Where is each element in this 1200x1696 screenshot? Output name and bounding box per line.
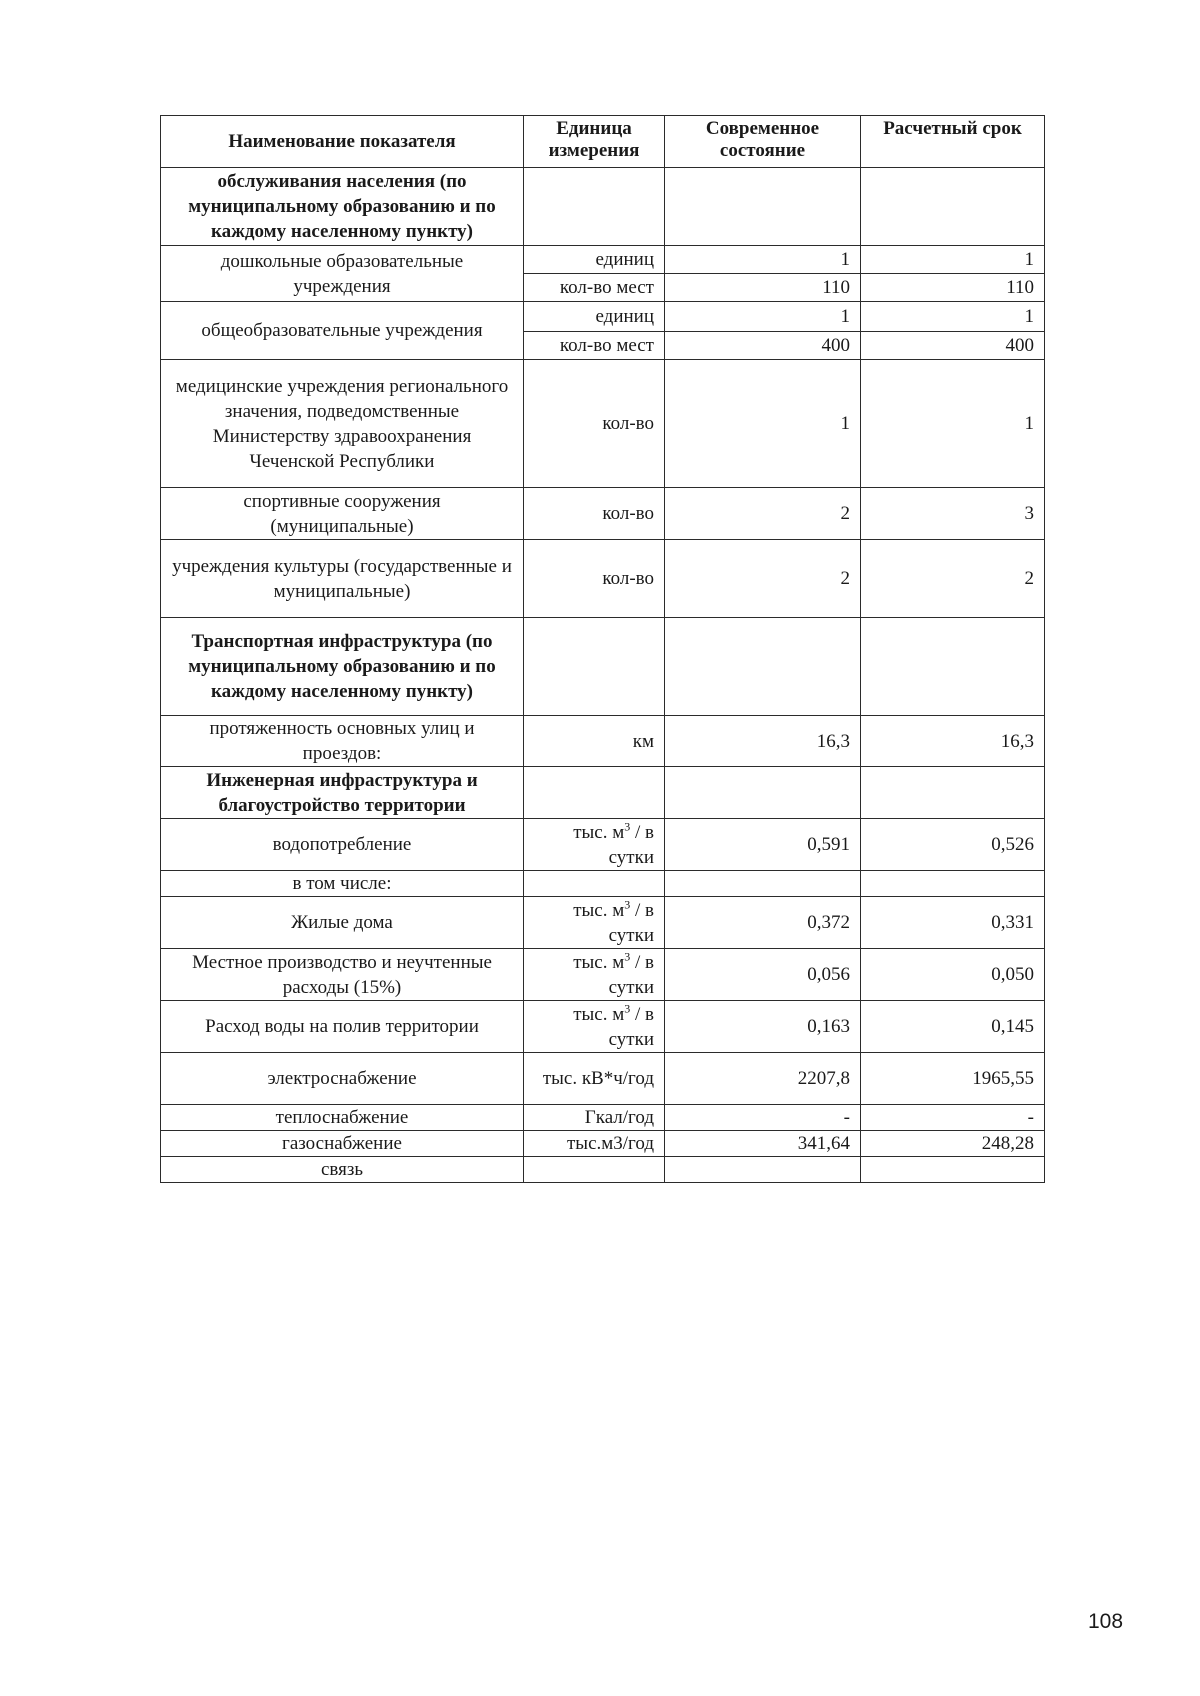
target-value: 1 bbox=[861, 246, 1045, 274]
table-row bbox=[161, 488, 1045, 540]
indicator-name: медицинские учреждения регионального значения, подведомственные Министерству здравоохранения Чеченской Республики bbox=[161, 360, 524, 488]
current-value: 0,056 bbox=[665, 949, 861, 1001]
current-value: 2 bbox=[665, 540, 861, 618]
unit-cell: Гкал/год bbox=[524, 1105, 665, 1131]
unit-cell bbox=[524, 1157, 665, 1183]
current-value: 16,3 bbox=[665, 716, 861, 767]
table-row bbox=[161, 360, 1045, 488]
table-row bbox=[161, 767, 1045, 819]
table-row bbox=[161, 618, 1045, 716]
current-value: 0,591 bbox=[665, 819, 861, 871]
target-value: 1 bbox=[861, 302, 1045, 332]
current-value: 2 bbox=[665, 488, 861, 540]
target-value: 16,3 bbox=[861, 716, 1045, 767]
unit-cell bbox=[524, 871, 665, 897]
current-value bbox=[665, 767, 861, 819]
table-row bbox=[161, 949, 1045, 1001]
current-value bbox=[665, 1157, 861, 1183]
target-value: 2 bbox=[861, 540, 1045, 618]
indicator-name: связь bbox=[161, 1157, 524, 1183]
unit-cell: кол-во bbox=[524, 360, 665, 488]
target-value: 0,145 bbox=[861, 1001, 1045, 1053]
indicator-name: электроснабжение bbox=[161, 1053, 524, 1105]
indicator-name: в том числе: bbox=[161, 871, 524, 897]
unit-cell: тыс.м3/год bbox=[524, 1131, 665, 1157]
target-value: 400 bbox=[861, 332, 1045, 360]
page-number: 108 bbox=[1088, 1610, 1124, 1633]
table-row bbox=[161, 1131, 1045, 1157]
current-value: 400 bbox=[665, 332, 861, 360]
current-value: 0,372 bbox=[665, 897, 861, 949]
table-row bbox=[161, 1001, 1045, 1053]
unit-cell bbox=[524, 618, 665, 716]
target-value bbox=[861, 871, 1045, 897]
unit-cell: тыс. $м^3$ / в сутки bbox=[524, 819, 665, 871]
target-value bbox=[861, 618, 1045, 716]
unit-cell: кол-во мест bbox=[524, 274, 665, 302]
header-name: Наименование показателя bbox=[161, 116, 524, 168]
target-value bbox=[861, 767, 1045, 819]
unit-cell: кол-во bbox=[524, 488, 665, 540]
indicator-name: газоснабжение bbox=[161, 1131, 524, 1157]
indicator-name: Жилые дома bbox=[161, 897, 524, 949]
table-row bbox=[161, 716, 1045, 767]
target-value: 0,050 bbox=[861, 949, 1045, 1001]
current-value: 0,163 bbox=[665, 1001, 861, 1053]
unit-cell: кол-во bbox=[524, 540, 665, 618]
unit-cell: тыс. $м^3$ / в сутки bbox=[524, 949, 665, 1001]
indicator-name: Инженерная инфраструктура и благоустройство территории bbox=[161, 767, 524, 819]
unit-cell: тыс. $м^3$ / в сутки bbox=[524, 1001, 665, 1053]
unit-cell: км bbox=[524, 716, 665, 767]
header-current: Современное состояние bbox=[665, 116, 861, 168]
current-value bbox=[665, 618, 861, 716]
indicator-name: дошкольные образовательные учреждения bbox=[161, 246, 524, 302]
indicator-name: протяженность основных улиц и проездов: bbox=[161, 716, 524, 767]
target-value: 248,28 bbox=[861, 1131, 1045, 1157]
target-value: 0,526 bbox=[861, 819, 1045, 871]
target-value: 0,331 bbox=[861, 897, 1045, 949]
current-value: 1 bbox=[665, 360, 861, 488]
unit-cell: тыс. кВ*ч/год bbox=[524, 1053, 665, 1105]
table-body bbox=[161, 168, 1045, 1183]
unit-cell: единиц bbox=[524, 302, 665, 332]
header-row bbox=[161, 116, 1045, 168]
table-row bbox=[161, 1105, 1045, 1131]
indicator-name: водопотребление bbox=[161, 819, 524, 871]
indicator-name: Транспортная инфраструктура (по муниципальному образованию и по каждому населенному пункту) bbox=[161, 618, 524, 716]
table-row bbox=[161, 819, 1045, 871]
current-value: 2207,8 bbox=[665, 1053, 861, 1105]
table-row bbox=[161, 168, 1045, 246]
unit-cell: тыс. $м^3$ / в сутки bbox=[524, 897, 665, 949]
target-value bbox=[861, 1157, 1045, 1183]
target-value: 1965,55 bbox=[861, 1053, 1045, 1105]
current-value bbox=[665, 168, 861, 246]
current-value: 1 bbox=[665, 246, 861, 274]
indicator-name: общеобразовательные учреждения bbox=[161, 302, 524, 360]
header-target: Расчетный срок bbox=[861, 116, 1045, 168]
table-row bbox=[161, 897, 1045, 949]
unit-cell bbox=[524, 767, 665, 819]
table-row bbox=[161, 871, 1045, 897]
indicator-name: спортивные сооружения (муниципальные) bbox=[161, 488, 524, 540]
unit-cell: единиц bbox=[524, 246, 665, 274]
unit-cell bbox=[524, 168, 665, 246]
target-value: 1 bbox=[861, 360, 1045, 488]
indicator-name: учреждения культуры (государственные и муниципальные) bbox=[161, 540, 524, 618]
header-unit: Единица измерения bbox=[524, 116, 665, 168]
indicator-name: Расход воды на полив территории bbox=[161, 1001, 524, 1053]
table-row bbox=[161, 540, 1045, 618]
table-row bbox=[161, 1053, 1045, 1105]
target-value: - bbox=[861, 1105, 1045, 1131]
table-row bbox=[161, 302, 1045, 332]
current-value: - bbox=[665, 1105, 861, 1131]
indicators-table bbox=[160, 115, 1045, 1183]
current-value: 1 bbox=[665, 302, 861, 332]
unit-cell: кол-во мест bbox=[524, 332, 665, 360]
indicator-name: Местное производство и неучтенные расходы (15%) bbox=[161, 949, 524, 1001]
target-value: 3 bbox=[861, 488, 1045, 540]
table-row bbox=[161, 246, 1045, 274]
indicator-name: теплоснабжение bbox=[161, 1105, 524, 1131]
current-value bbox=[665, 871, 861, 897]
target-value bbox=[861, 168, 1045, 246]
current-value: 341,64 bbox=[665, 1131, 861, 1157]
current-value: 110 bbox=[665, 274, 861, 302]
table-row bbox=[161, 1157, 1045, 1183]
target-value: 110 bbox=[861, 274, 1045, 302]
indicator-name: обслуживания населения (по муниципальному образованию и по каждому населенному пункту) bbox=[161, 168, 524, 246]
